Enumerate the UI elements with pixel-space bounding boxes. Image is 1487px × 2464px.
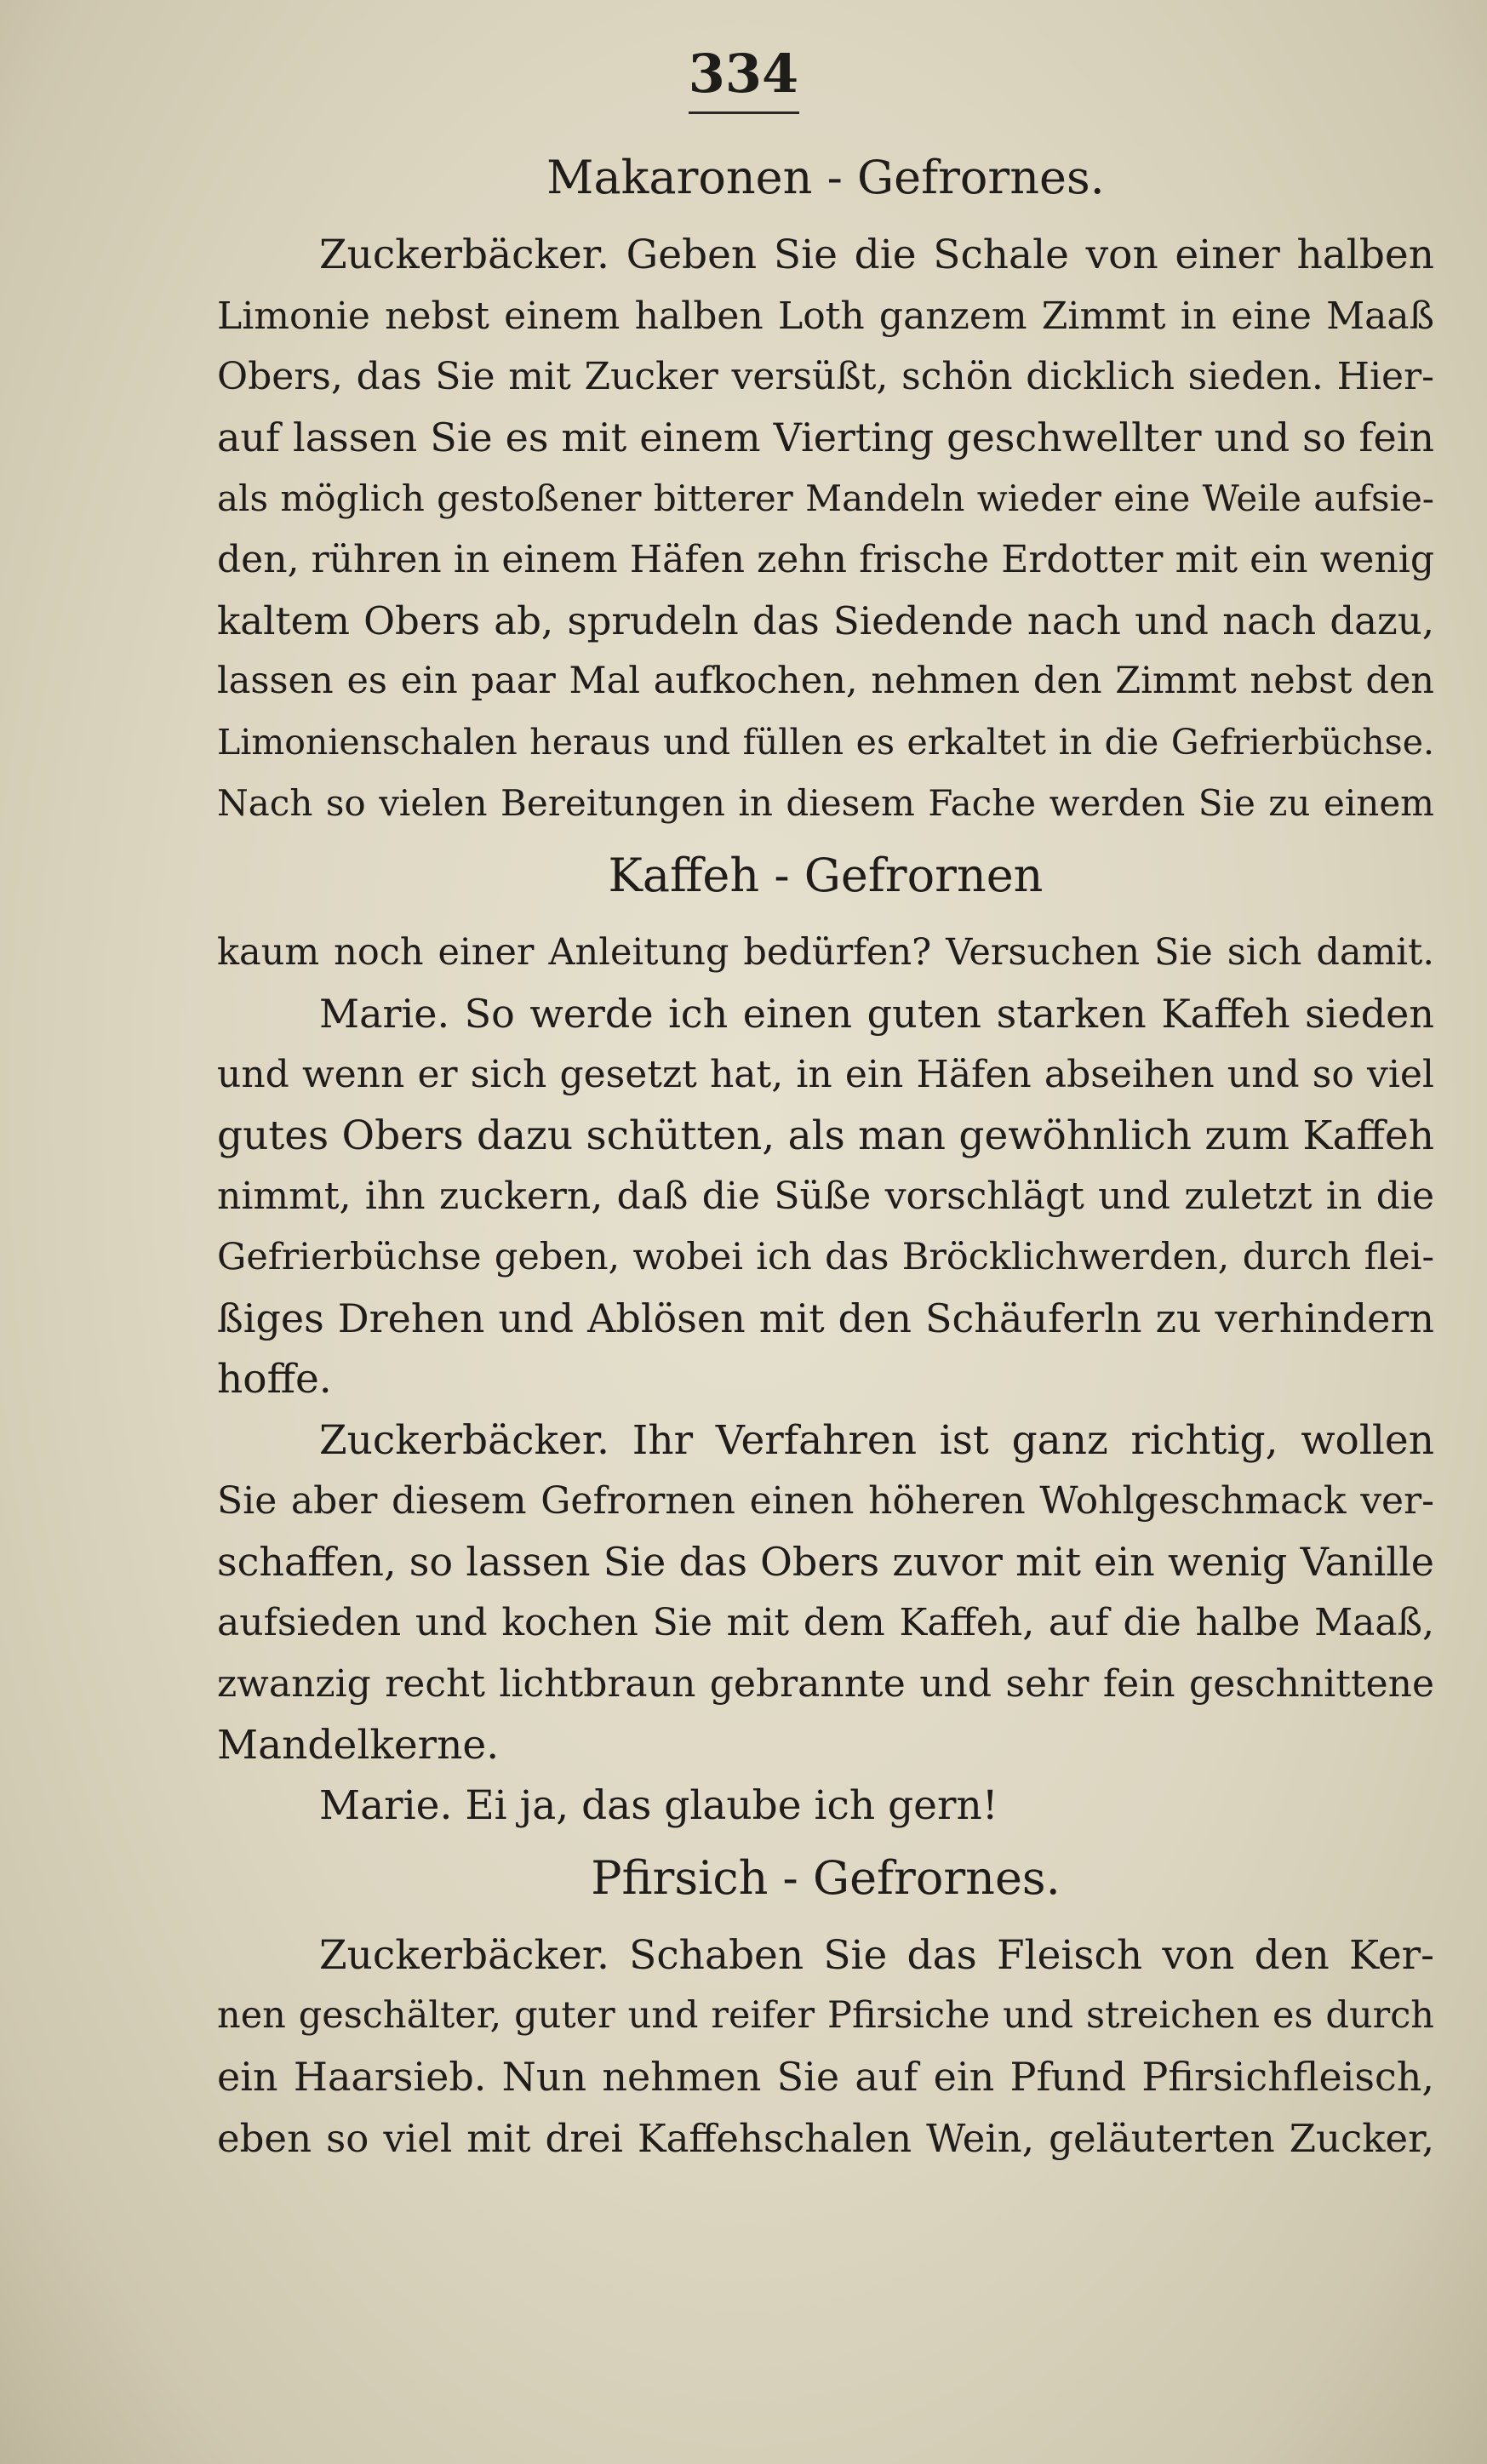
text-line: Obers, das Sie mit Zucker versüßt, schön dicklich sieden. Hier-	[217, 355, 1434, 399]
text-line: nen geschälter, guter und reifer Pfirsiche und streichen es durch	[217, 1994, 1434, 2038]
text-line: zwanzig recht lichtbraun gebrannte und sehr fein geschnittene	[217, 1662, 1434, 1707]
section-heading-makaronen: Makaronen - Gefrornes.	[546, 151, 1105, 204]
text-line: Zuckerbäcker. Ihr Verfahren ist ganz richtig, wollen	[319, 1416, 1434, 1464]
text-line: und wenn er sich gesetzt hat, in ein Häfen abseihen und so viel	[217, 1053, 1434, 1097]
text-line: ßiges Drehen und Ablösen mit den Schäuferln zu verhindern	[217, 1295, 1434, 1341]
text-line: Marie. Ei ja, das glaube ich gern!	[319, 1782, 998, 1830]
text-line: nimmt, ihn zuckern, daß die Süße vorschlägt und zuletzt in die	[217, 1175, 1434, 1219]
text-line: ein Haarsieb. Nun nehmen Sie auf ein Pfund Pfirsichfleisch,	[217, 2054, 1434, 2101]
text-line: hoffe.	[217, 1356, 332, 1404]
section-heading-pfirsich: Pfirsich - Gefrornes.	[591, 1850, 1061, 1905]
text-line: Zuckerbäcker. Schaben Sie das Fleisch von den Ker-	[319, 1931, 1434, 1979]
text-line: als möglich gestoßener bitterer Mandeln wieder eine Weile aufsie-	[217, 477, 1434, 520]
page-number: 334	[0, 43, 1487, 114]
text-line: Zuckerbäcker. Geben Sie die Schale von einer halben	[319, 232, 1434, 278]
text-line: Sie aber diesem Gefrornen einen höheren Wohlgeschmack ver-	[217, 1479, 1434, 1524]
section-heading-kaffeh: Kaffeh - Gefrornen	[608, 848, 1044, 902]
text-line: gutes Obers dazu schütten, als man gewöhnlich zum Kaffeh	[217, 1112, 1434, 1159]
text-line: Limonienschalen heraus und füllen es erkaltet in die Gefrierbüchse.	[217, 721, 1434, 763]
text-line: Nach so vielen Bereitungen in diesem Fache werden Sie zu einem	[217, 782, 1434, 825]
text-line: eben so viel mit drei Kaffehschalen Wein, geläuterten Zucker,	[217, 2115, 1434, 2161]
text-line: Limonie nebst einem halben Loth ganzem Zimmt in eine Maaß	[217, 294, 1434, 338]
text-line: lassen es ein paar Mal aufkochen, nehmen den Zimmt nebst den	[217, 660, 1434, 703]
text-line: kaltem Obers ab, sprudeln das Siedende nach und nach dazu,	[217, 597, 1434, 643]
text-line: auf lassen Sie es mit einem Vierting geschwellter und so fein	[217, 414, 1434, 460]
text-line: kaum noch einer Anleitung bedürfen? Versuchen Sie sich damit.	[217, 930, 1434, 974]
text-line: den, rühren in einem Häfen zehn frische Erdotter mit ein wenig	[217, 537, 1434, 581]
text-line: Gefrierbüchse geben, wobei ich das Bröcklichwerden, durch flei-	[217, 1235, 1434, 1278]
text-line: Mandelkerne.	[217, 1721, 500, 1769]
text-line: Marie. So werde ich einen guten starken Kaffeh sieden	[319, 990, 1434, 1037]
text-line: schaffen, so lassen Sie das Obers zuvor mit ein wenig Vanille	[217, 1538, 1434, 1585]
text-line: aufsieden und kochen Sie mit dem Kaffeh, auf die halbe Maaß,	[217, 1601, 1434, 1645]
page-body	[217, 136, 1434, 2169]
